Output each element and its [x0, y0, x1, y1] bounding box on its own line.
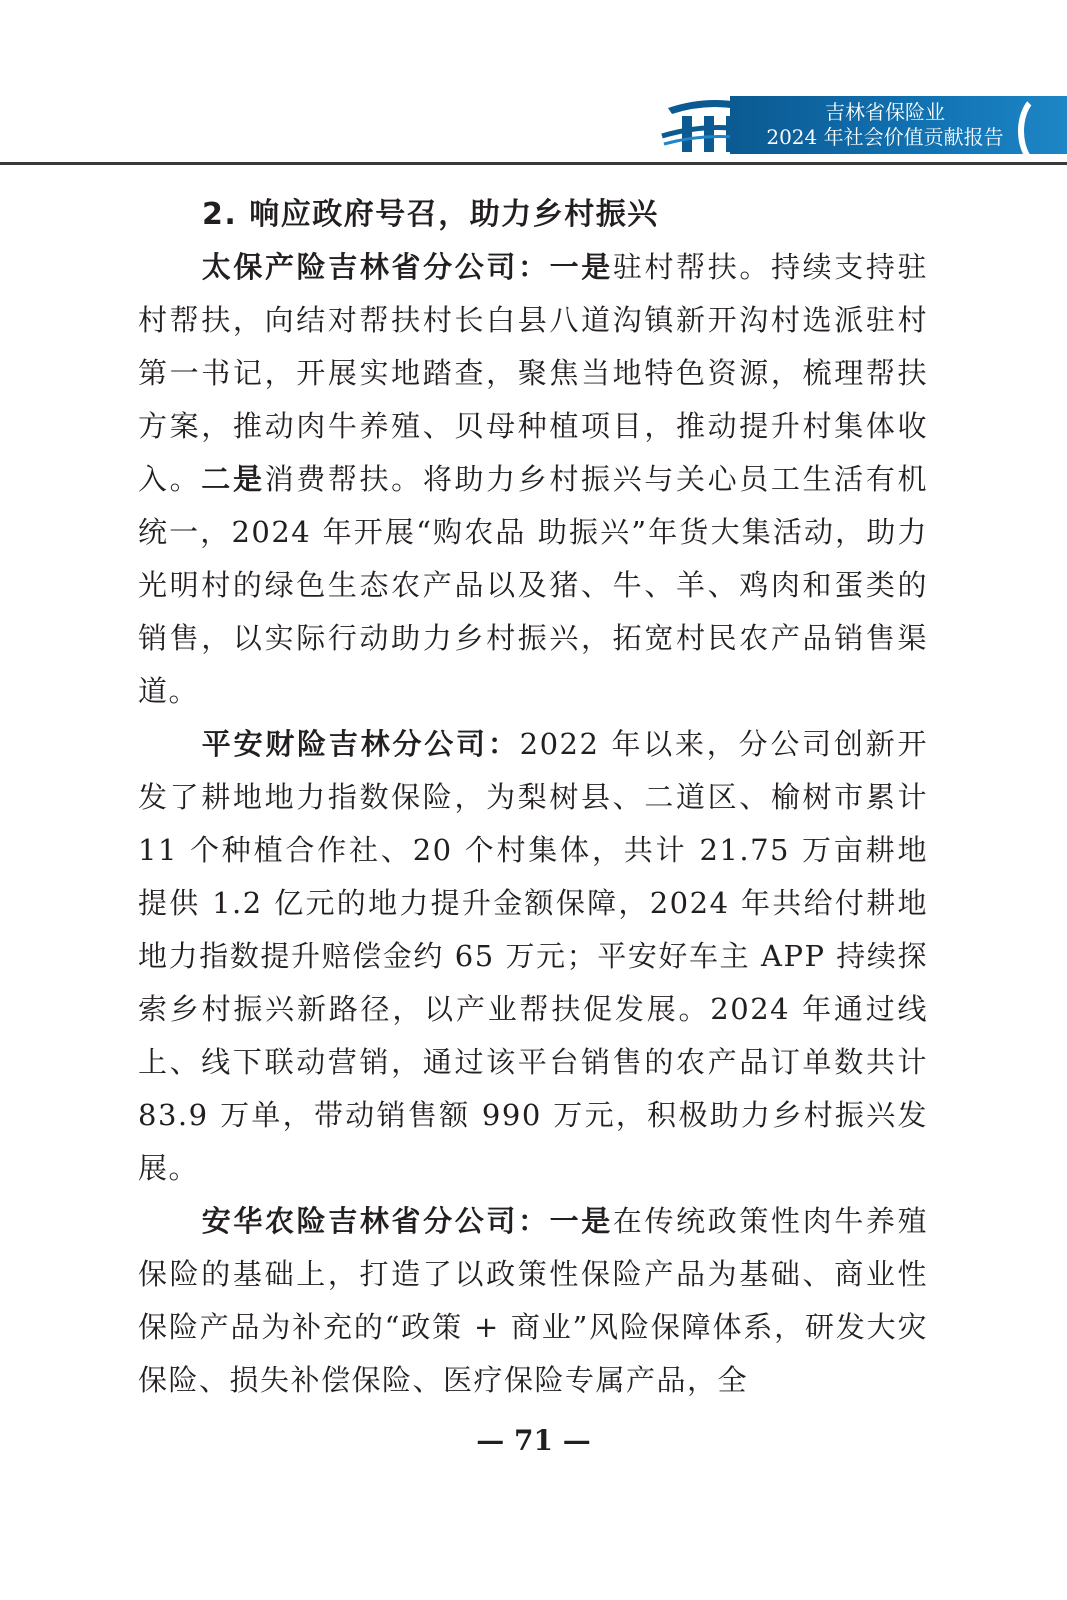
header-rule — [0, 162, 1067, 165]
paragraph-text: 2022 年以来，分公司创新开发了耕地地力指数保险，为梨树县、二道区、榆树市累计 11 个种植合作社、20 个村集体，共计 21.75 万亩耕地提供 1.2 亿元的地力提升金额保障，2024 年共给付耕地地力指数提升赔偿金约 65 万元；平安好车主 APP 持续探索乡村振兴新路径，以产业帮扶促发展。2024 年通过线上、线下联动营销，通过该平台销售的农产品订单数共计 83.9 万单，带动销售额 990 万元，积极助力乡村振兴发展。 — [138, 727, 928, 1185]
paragraph-anhua — [138, 1195, 928, 1407]
page-header — [0, 0, 1067, 165]
point-label: 一是 — [549, 250, 613, 284]
paragraph-pingan — [138, 718, 928, 1195]
paragraph-text: 在传统政策性肉牛养殖保险的基础上，打造了以政策性保险产品为基础、商业性保险产品为补充的“政策 + 商业”风险保障体系，研发大灾保险、损失补偿保险、医疗保险专属产品，全 — [138, 1204, 928, 1397]
page-number: — 71 — — [476, 1424, 591, 1457]
company-name: 太保产险吉林省分公司： — [201, 250, 550, 284]
paragraph-text: 消费帮扶。将助力乡村振兴与关心员工生活有机统一，2024 年开展“购农品 助振兴”年货大集活动，助力光明村的绿色生态农产品以及猪、牛、羊、鸡肉和蛋类的销售，以实际行动助力乡村振兴，拓宽村民农产品销售渠道。 — [138, 462, 928, 708]
point-label: 二是 — [201, 462, 265, 496]
report-title-line2: 2024 年社会价值贡献报告 — [766, 125, 1004, 149]
point-label: 一是 — [549, 1204, 613, 1238]
company-name: 平安财险吉林分公司： — [201, 727, 520, 761]
paragraph-cpic — [138, 241, 928, 718]
page-body — [138, 188, 928, 1407]
paragraph-text: 驻村帮扶。持续支持驻村帮扶，向结对帮扶村长白县八道沟镇新开沟村选派驻村第一书记，开展实地踏查，聚焦当地特色资源，梳理帮扶方案，推动肉牛养殖、贝母种植项目，推动提升村集体收入。 — [138, 250, 928, 496]
report-title — [740, 100, 1030, 150]
report-title-line1: 吉林省保险业 — [825, 100, 945, 124]
company-name: 安华农险吉林省分公司： — [201, 1204, 550, 1238]
section-title: 2. 响应政府号召，助力乡村振兴 — [202, 197, 659, 232]
